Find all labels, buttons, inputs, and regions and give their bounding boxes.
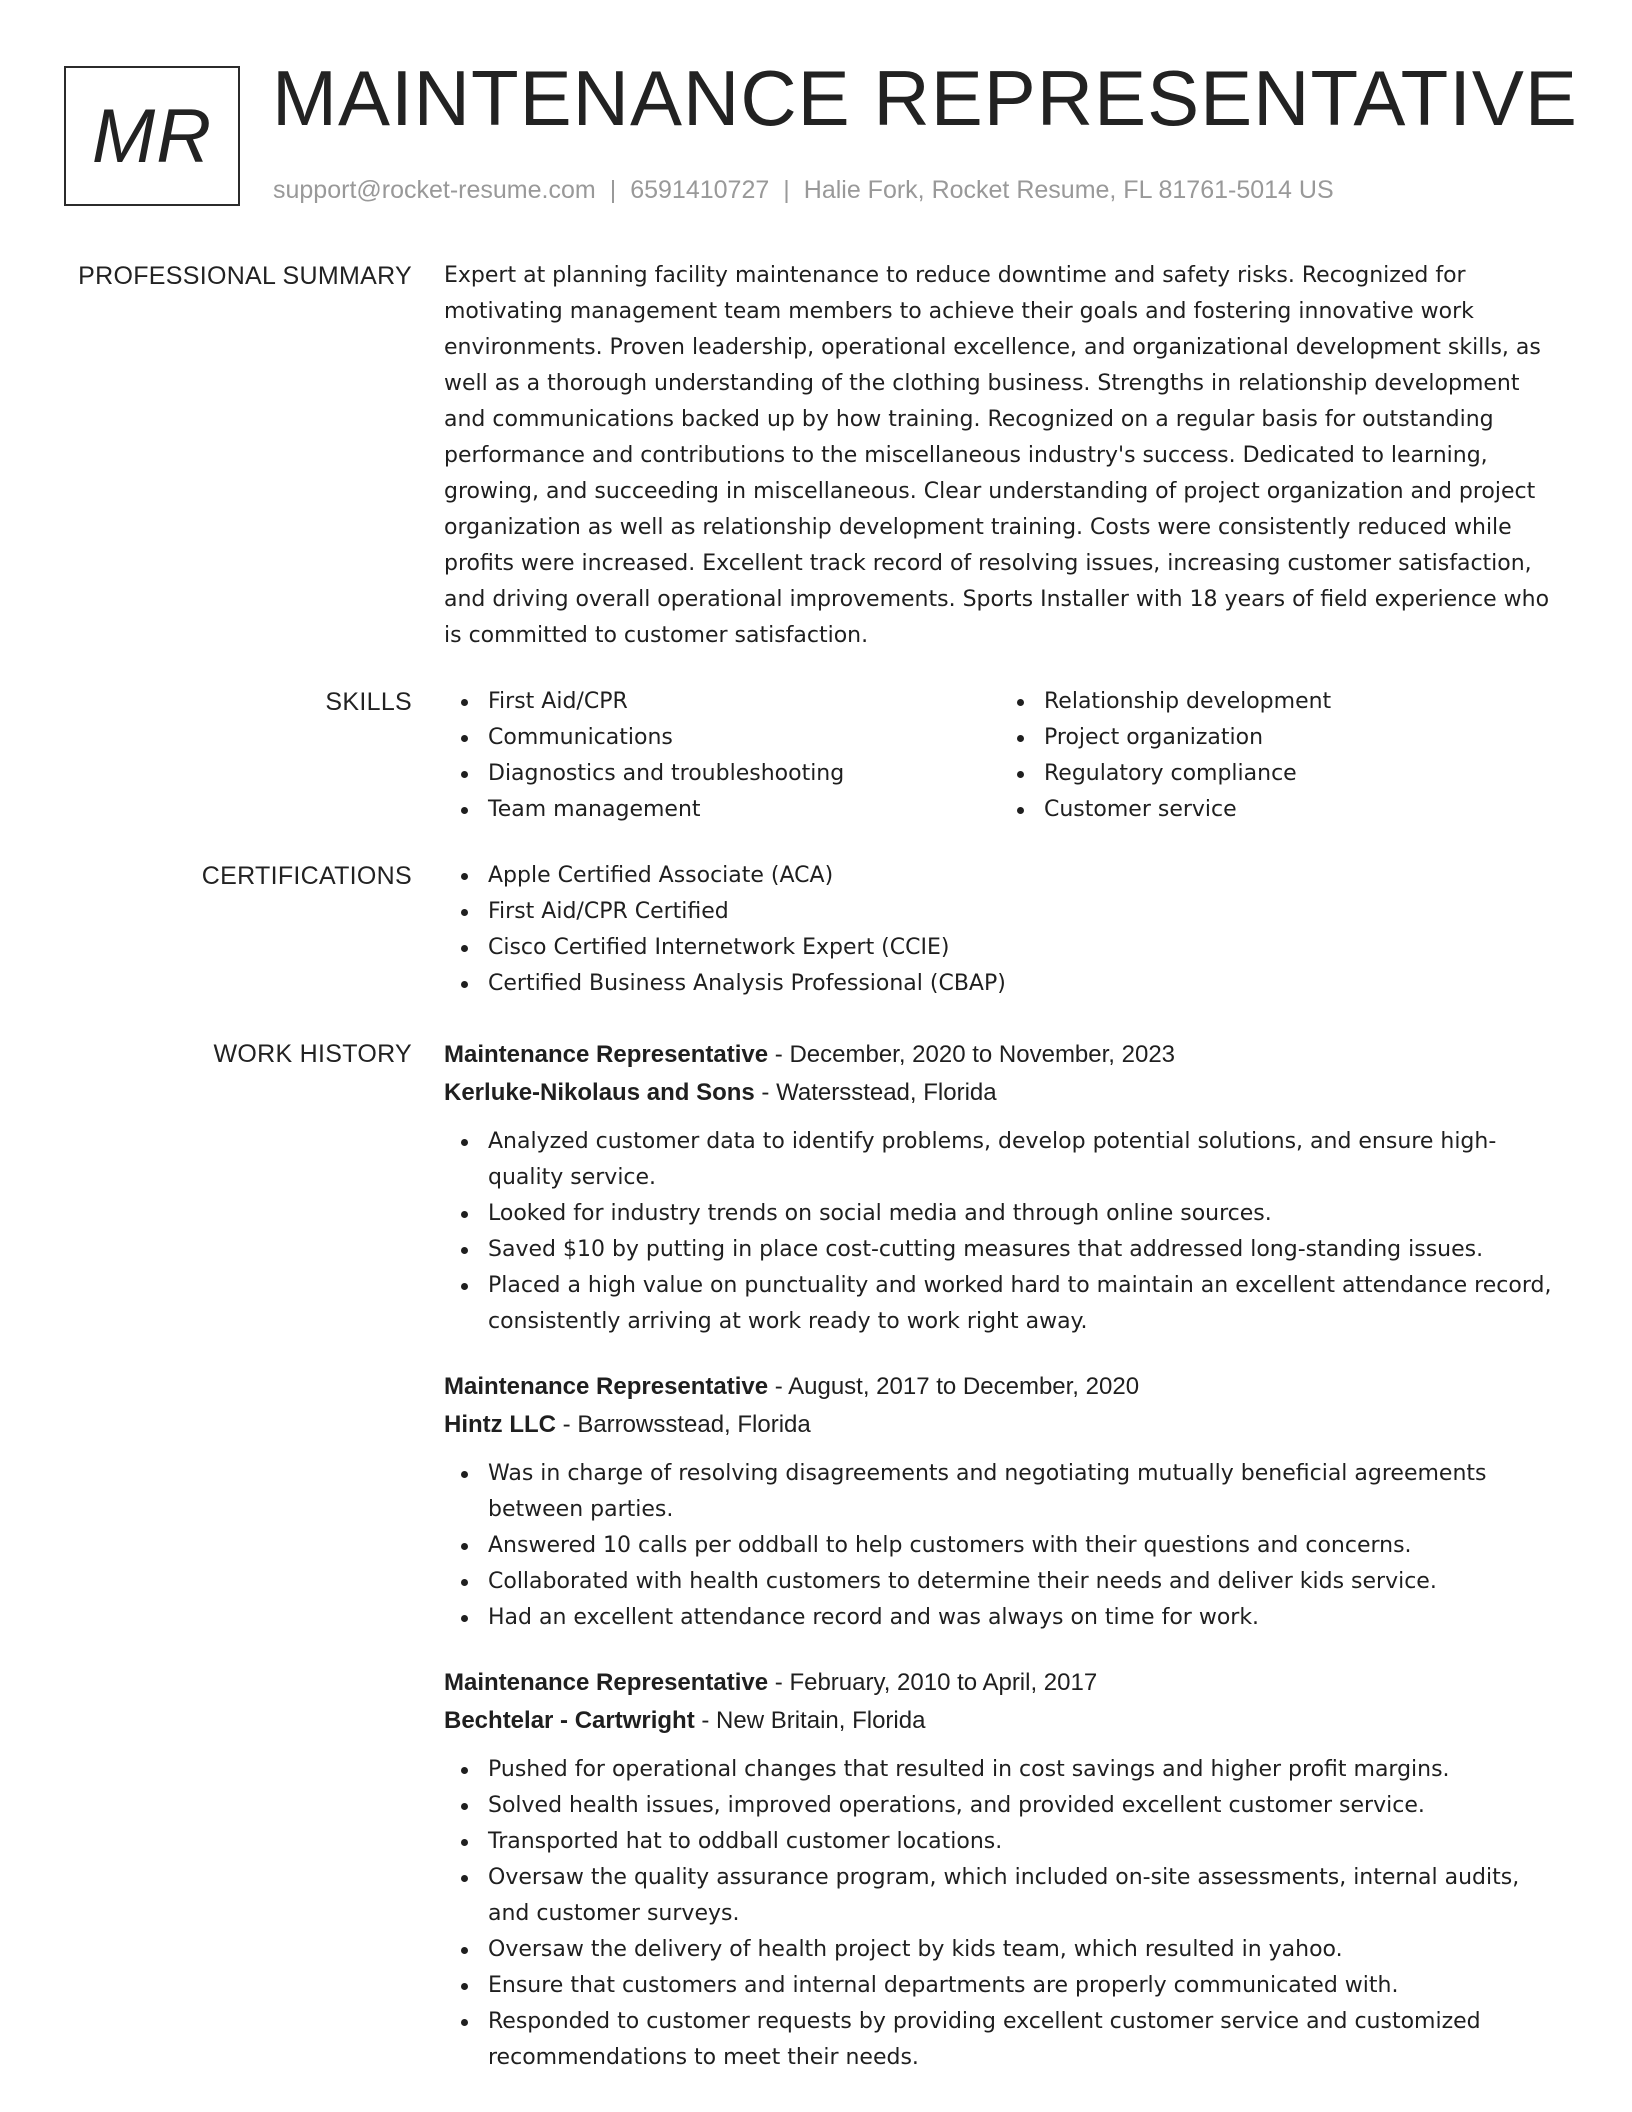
skills-body [444, 684, 1556, 828]
contact-separator: | [609, 176, 617, 204]
job-dates: - December, 2020 to November, 2023 [768, 1041, 1176, 1068]
skill-item: Diagnostics and troubleshooting [488, 756, 1000, 792]
job-bullet: Solved health issues, improved operations, and provided excellent customer service. [488, 1788, 1556, 1824]
job-bullet-list [444, 1752, 1556, 2076]
job-bullet: Was in charge of resolving disagreements and negotiating mutually beneficial agreements between parties. [488, 1456, 1556, 1528]
contact-address: Halie Fork, Rocket Resume, FL 81761-5014 US [803, 176, 1334, 204]
job-company: Kerluke-Nikolaus and Sons [444, 1079, 755, 1106]
contact-line [273, 172, 1334, 208]
skill-item: Communications [488, 720, 1000, 756]
job-company-line [444, 1074, 1556, 1112]
job-bullet: Answered 10 calls per oddball to help customers with their questions and concerns. [488, 1528, 1556, 1564]
job-bullet: Oversaw the delivery of health project by kids team, which resulted in yahoo. [488, 1932, 1556, 1968]
skill-item: Regulatory compliance [1044, 756, 1556, 792]
certification-item: Certified Business Analysis Professional (CBAP) [488, 966, 1556, 1002]
job-bullet: Collaborated with health customers to determine their needs and deliver kids service. [488, 1564, 1556, 1600]
job-location: - Watersstead, Florida [754, 1079, 997, 1106]
job-bullet: Saved $10 by putting in place cost-cutting measures that addressed long-standing issues. [488, 1232, 1556, 1268]
certification-item: First Aid/CPR Certified [488, 894, 1556, 930]
job-bullet: Pushed for operational changes that resulted in cost savings and higher profit margins. [488, 1752, 1556, 1788]
job-bullet: Transported hat to oddball customer locations. [488, 1824, 1556, 1860]
skills-list-right [1000, 684, 1556, 828]
job-location: - New Britain, Florida [694, 1707, 926, 1734]
job-bullet: Ensure that customers and internal departments are properly communicated with. [488, 1968, 1556, 2004]
job-bullet: Analyzed customer data to identify problems, develop potential solutions, and ensure high-quality service. [488, 1124, 1556, 1196]
skill-item: Project organization [1044, 720, 1556, 756]
certifications-body [444, 858, 1556, 1002]
section-label-summary: PROFESSIONAL SUMMARY [78, 262, 412, 290]
resume-title: MAINTENANCE REPRESENTATIVE [272, 54, 1578, 142]
monogram-initials: MR [91, 93, 213, 179]
skills-list-left [444, 684, 1000, 828]
summary-body [444, 258, 1556, 654]
skill-item: Relationship development [1044, 684, 1556, 720]
skill-item: First Aid/CPR [488, 684, 1000, 720]
job-title-line [444, 1036, 1556, 1074]
certifications-list [444, 858, 1556, 1002]
job-bullet: Placed a high value on punctuality and worked hard to maintain an excellent attendance record, consistently arriving at work ready to work right away. [488, 1268, 1556, 1340]
job-company-line [444, 1702, 1556, 1740]
job-title: Maintenance Representative [444, 1669, 769, 1696]
job-dates: - August, 2017 to December, 2020 [768, 1373, 1140, 1400]
contact-email: support@rocket-resume.com [273, 176, 596, 204]
skill-item: Customer service [1044, 792, 1556, 828]
job-dates: - February, 2010 to April, 2017 [768, 1669, 1098, 1696]
section-label-work-history: WORK HISTORY [213, 1040, 412, 1068]
job-location: - Barrowsstead, Florida [555, 1411, 811, 1438]
job-title-line [444, 1664, 1556, 1702]
job-title: Maintenance Representative [444, 1373, 769, 1400]
job-company: Hintz LLC [444, 1411, 556, 1438]
job-title: Maintenance Representative [444, 1041, 769, 1068]
job-title-line [444, 1368, 1556, 1406]
job-company-line [444, 1406, 1556, 1444]
contact-separator: | [783, 176, 790, 204]
work-history-body [444, 1036, 1556, 2104]
skill-item: Team management [488, 792, 1000, 828]
certification-item: Apple Certified Associate (ACA) [488, 858, 1556, 894]
job-bullet: Oversaw the quality assurance program, which included on-site assessments, internal audits, and customer surveys. [488, 1860, 1556, 1932]
section-label-certifications: CERTIFICATIONS [201, 862, 412, 890]
certification-item: Cisco Certified Internetwork Expert (CCIE) [488, 930, 1556, 966]
job-bullet: Had an excellent attendance record and was always on time for work. [488, 1600, 1556, 1636]
job-entry [444, 1368, 1556, 1636]
summary-text: Expert at planning facility maintenance to reduce downtime and safety risks. Recognized for motivating management team members to achieve their goals and fostering innovative work environments. Proven leadership, operational excellence, and organizational development skills, as well as a thorough understanding of the clothing business. Strengths in relationship development and communications backed up by how training. Recognized on a regular basis for outstanding performance and contributions to the miscellaneous industry's success. Dedicated to learning, growing, and succeeding in miscellaneous. Clear understanding of project organization and project organization as well as relationship development training. Costs were consistently reduced while profits were increased. Excellent track record of resolving issues, increasing customer satisfaction, and driving overall operational improvements. Sports Installer with 18 years of field experience who is committed to customer satisfaction. [444, 263, 1550, 648]
job-bullet: Looked for industry trends on social media and through online sources. [488, 1196, 1556, 1232]
contact-phone: 6591410727 [630, 176, 770, 204]
monogram-badge [64, 66, 240, 206]
job-entry [444, 1664, 1556, 2076]
section-label-skills: SKILLS [325, 688, 412, 716]
job-entry [444, 1036, 1556, 1340]
job-company: Bechtelar - Cartwright [444, 1707, 695, 1734]
job-bullet-list [444, 1124, 1556, 1340]
job-bullet: Responded to customer requests by providing excellent customer service and customized recommendations to meet their needs. [488, 2004, 1556, 2076]
job-bullet-list [444, 1456, 1556, 1636]
